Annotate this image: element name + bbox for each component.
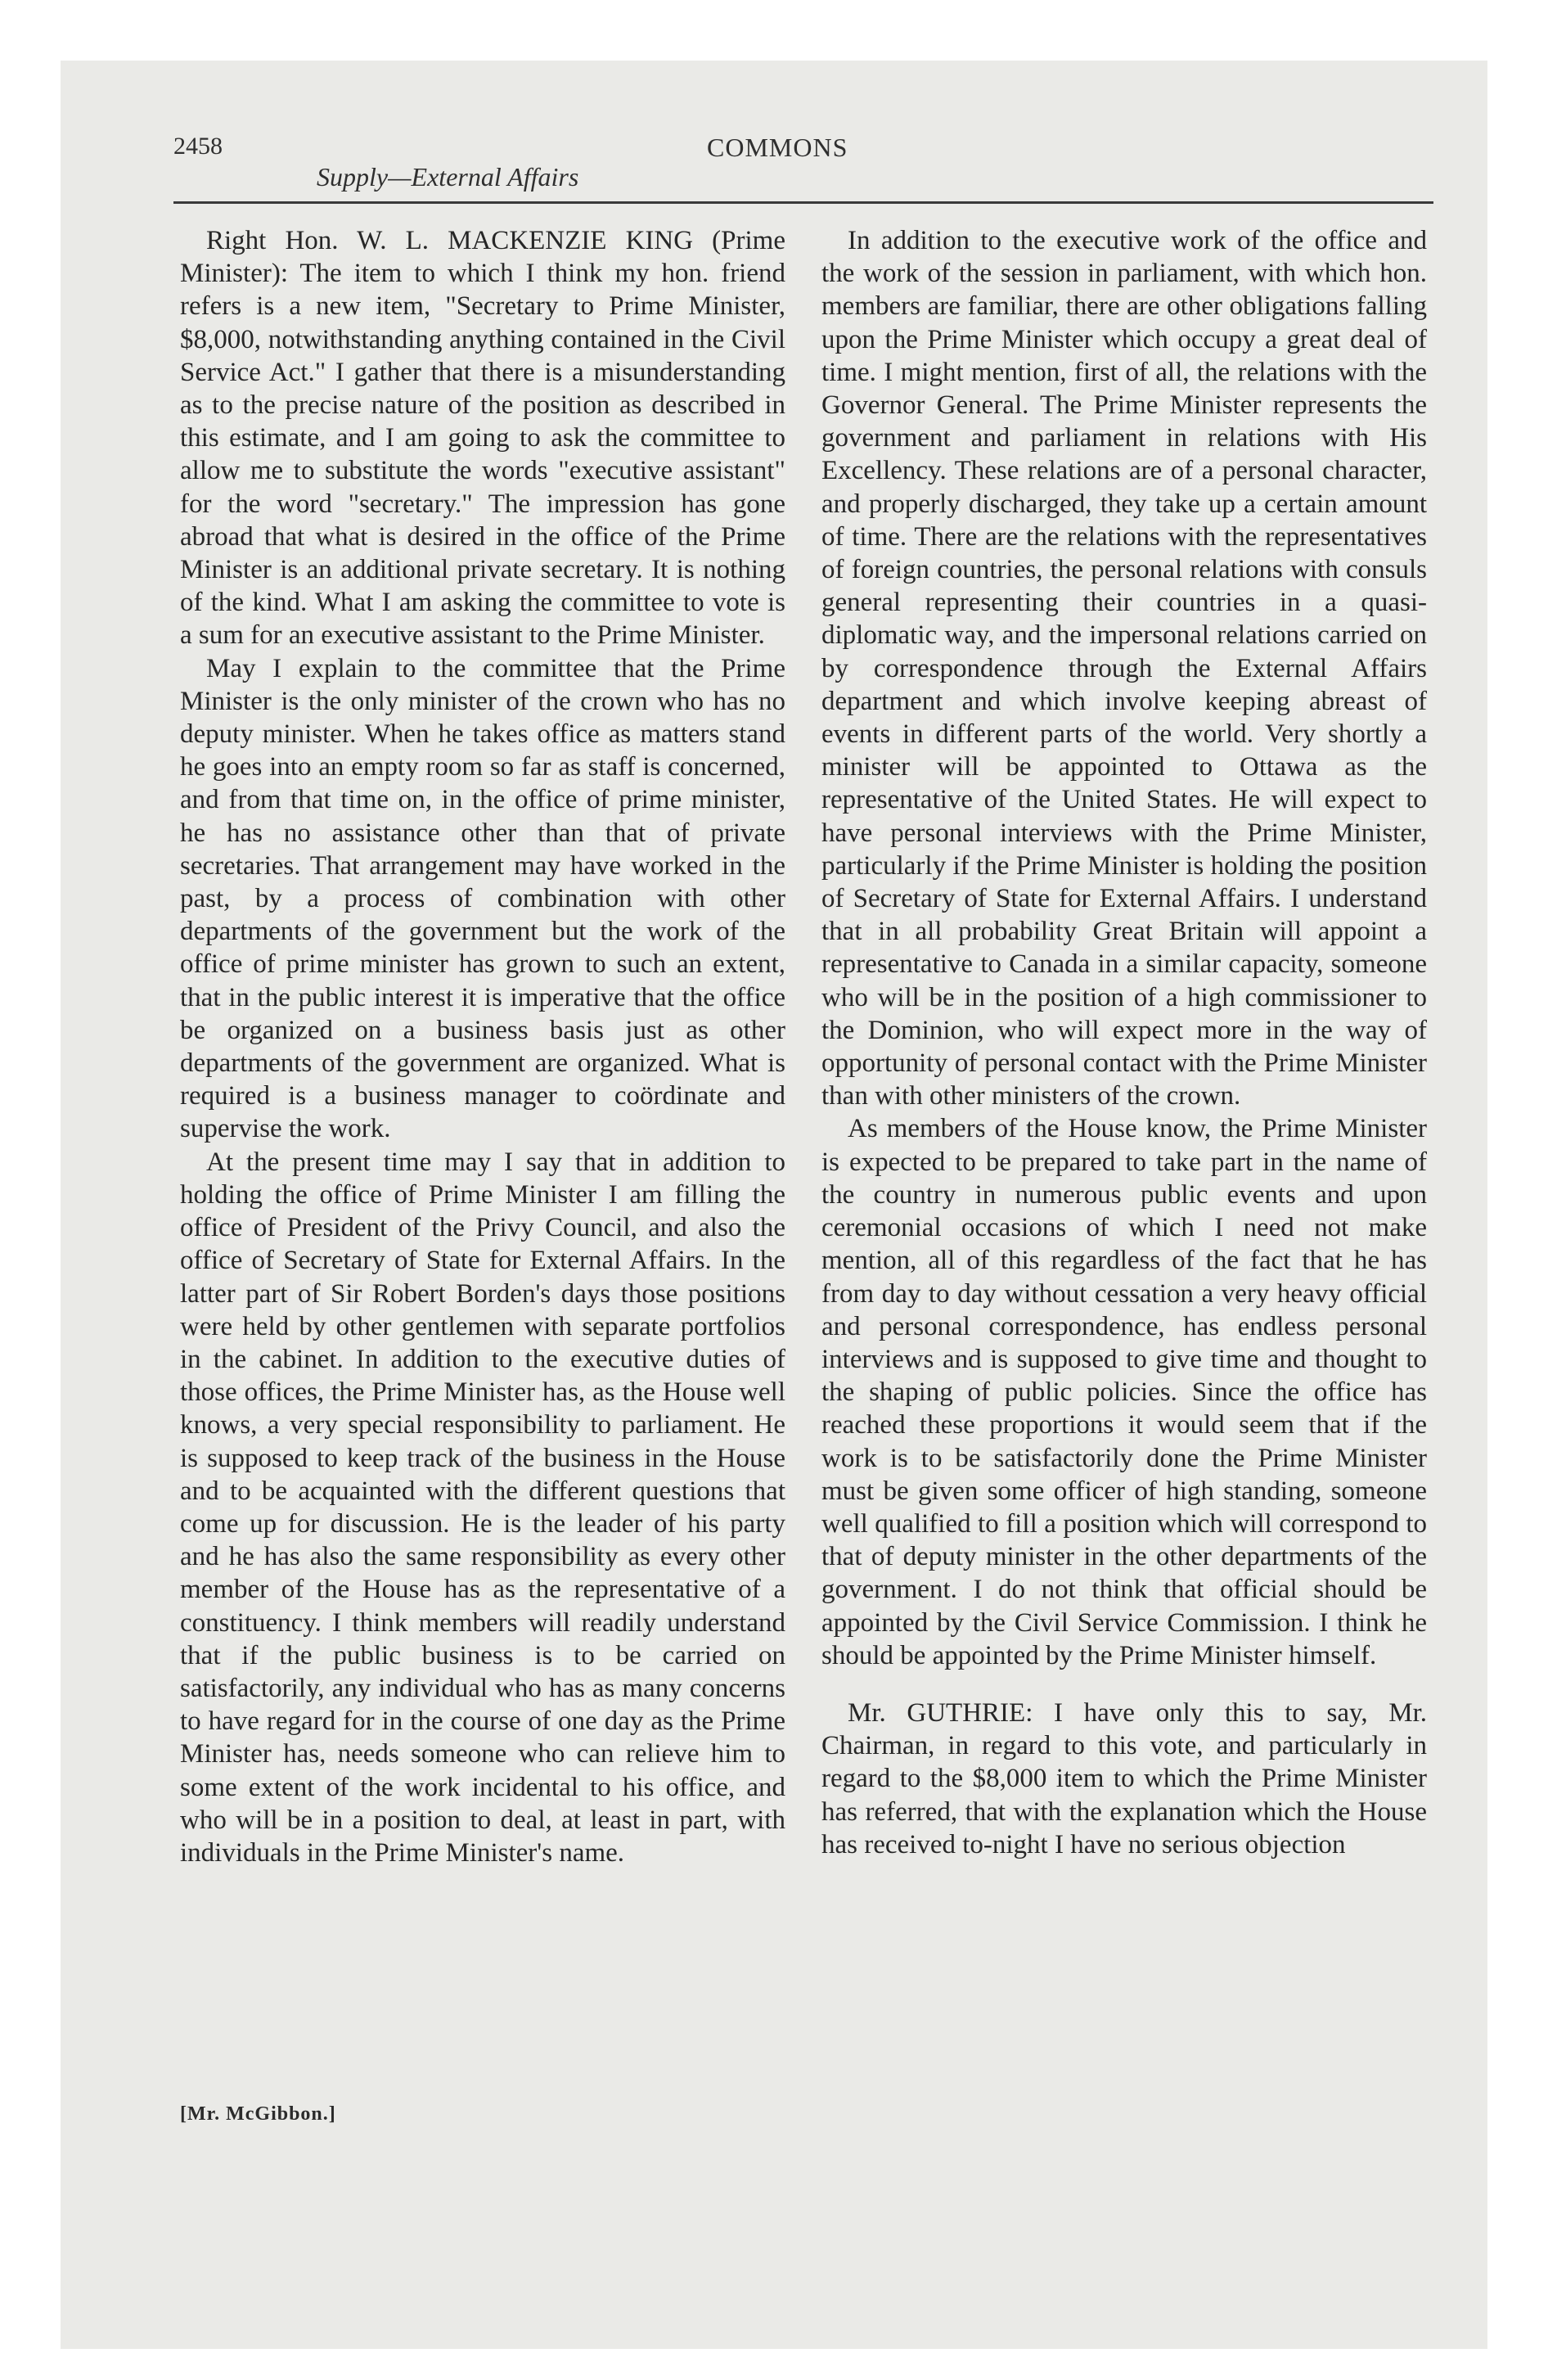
paragraph-guthrie: Mr. GUTHRIE: I have only this to say, Mr. Chairman, in regard to this vote, and particularly in regard to the $8,000 item to which the Prime Minister has referred, that with the explanation which the House has received to-night I have no serious objection bbox=[821, 1697, 1427, 1859]
right-column bbox=[821, 224, 1427, 1861]
paragraph-public-events: As members of the House know, the Prime Minister is expected to be prepared to take part in the name of the country in numerous public events and upon ceremonial occasions of which I need not make mention, all of this regardless of the fact that he has from day to day without cessation a very heavy official and personal correspondence, has endless personal interviews and is supposed to give time and thought to the shaping of public policies. Since the office has reached these proportions it would seem that if the work is to be satisfactorily done the Prime Minister must be given some officer of high standing, someone well qualified to fill a position which will correspond to that of deputy minister in the other departments of the government. I do not think that official should be appointed by the Civil Service Commission. I think he should be appointed by the Prime Minister himself. bbox=[821, 1114, 1427, 1670]
paragraph-king-item: Right Hon. W. L. MACKENZIE KING (Prime Minister): The item to which I think my hon. friend refers is a new item, "Secretary to Prime Minister, $8,000, notwithstanding anything contained in the Civil Service Act." I gather that there is a misunderstanding as to the precise nature of the position as described in this estimate, and I am going to ask the committee to allow me to substitute the words "executive assistant" for the word "secretary." The impression has gone abroad that what is desired in the office of the Prime Minister is an additional private secretary. It is nothing of the kind. What I am asking the committee to vote is a sum for an executive assistant to the Prime Minister. bbox=[180, 226, 785, 651]
paragraph-present-offices: At the present time may I say that in addition to holding the office of Prime Minister I am filling the office of President of the Privy Council, and also the office of Secretary of State for External Affairs. In the latter part of Sir Robert Borden's days those positions were held by other gentlemen with separate portfolios in the cabinet. In addition to the executive duties of those offices, the Prime Minister has, as the House well knows, a very special responsibility to parliament. He is supposed to keep track of the business in the House and to be acquainted with the different questions that come up for discussion. He is the leader of his party and he has also the same responsibility as every other member of the House has as the representative of a constituency. I think members will readily understand that if the public business is to be carried on satisfactorily, any individual who has as many concerns to have regard for in the course of one day as the Prime Minister has, needs someone who can relieve him to some extent of the work incidental to his office, and who will be in a position to deal, at least in part, with individuals in the Prime Minister's name. bbox=[180, 1147, 785, 1868]
page-header bbox=[173, 131, 1433, 205]
speaker-signature: [Mr. McGibbon.] bbox=[180, 2103, 336, 2125]
paragraph-other-obligations: In addition to the executive work of the office and the work of the session in parliament, with which hon. members are familiar, there are other obligations falling upon the Prime Minister which occupy a great deal of time. I might mention, first of all, the relations with the Governor General. The Prime Minister represents the government and parliament in relations with His Excellency. These relations are of a personal character, and properly discharged, they take up a certain amount of time. There are the relations with the representatives of foreign countries, the personal relations with consuls general representing their countries in a quasi-diplomatic way, and the impersonal relations carried on by correspondence through the External Affairs department and which involve keeping abreast of events in different parts of the world. Very shortly a minister will be appointed to Ottawa as the representative of the United States. He will expect to have personal interviews with the Prime Minister, particularly if the Prime Minister is holding the position of Secretary of State for External Affairs. I understand that in all probability Great Britain will appoint a representative to Canada in a similar capacity, someone who will be in the position of a high commissioner to the Dominion, who will expect more in the way of opportunity of personal contact with the Prime Minister than with other ministers of the crown. bbox=[821, 226, 1427, 1111]
left-column bbox=[180, 224, 785, 1869]
header-rule bbox=[173, 201, 1433, 204]
page-number: 2458 bbox=[173, 133, 223, 160]
house-name: COMMONS bbox=[707, 133, 848, 162]
section-title: Supply—External Affairs bbox=[317, 162, 579, 192]
paragraph-deputy-minister: May I explain to the committee that the Prime Minister is the only minister of the crown who has no deputy minister. When he takes office as matters stand he goes into an empty room so far as staff is concerned, and from that time on, in the office of prime minister, he has no assistance other than that of private secretaries. That arrangement may have worked in the past, by a process of combination with other departments of the government but the work of the office of prime minister has grown to such an extent, that in the public interest it is imperative that the office be organized on a business basis just as other departments of the government are organized. What is required is a business manager to coördinate and supervise the work. bbox=[180, 653, 785, 1144]
